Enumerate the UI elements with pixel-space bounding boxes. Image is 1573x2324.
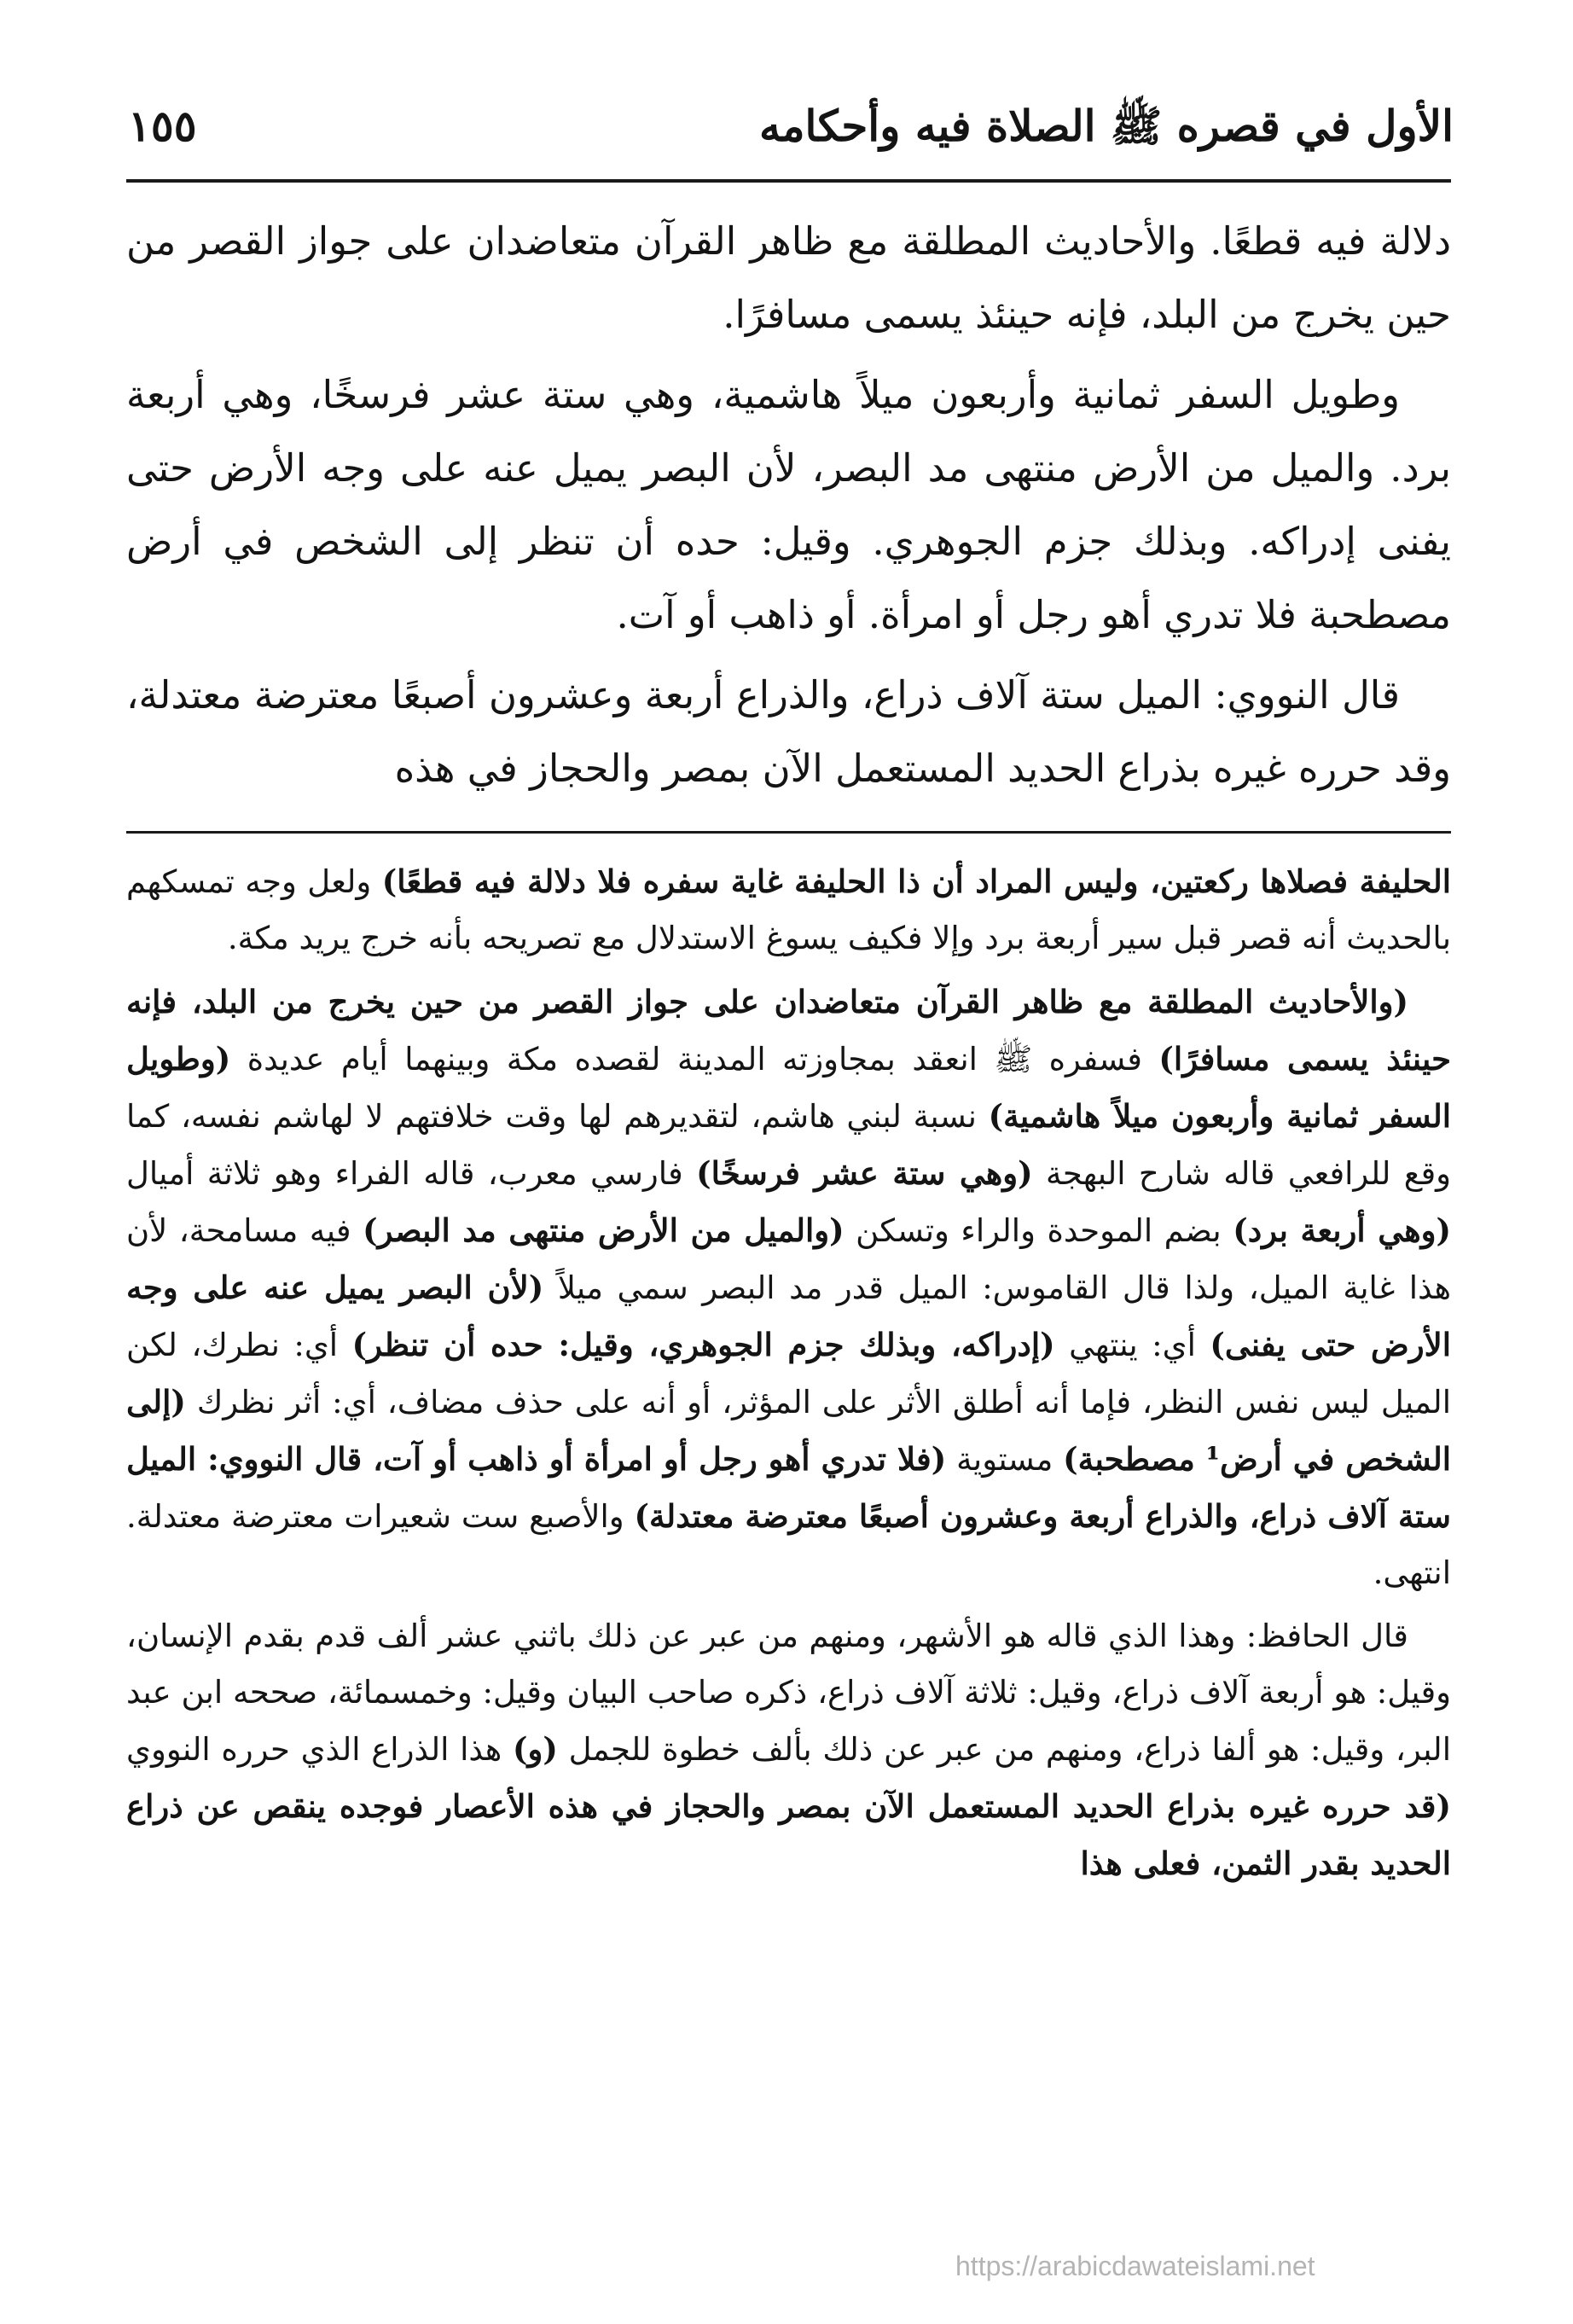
commentary-text: فسفره ﷺ انعقد بمجاوزته المدينة لقصده مكة وبينهما أيام عديدة [230, 1041, 1159, 1078]
matn-paragraph-3: قال النووي: الميل ستة آلاف ذراع، والذراع أربعة وعشرون أصبعًا معترضة معتدلة، وقد حرره غيره بذراع الحديد المستعمل الآن بمصر والحجاز في هذه [126, 672, 1451, 791]
matn-paragraph-1: دلالة فيه قطعًا. والأحاديث المطلقة مع ظاهر القرآن متعاضدان على جواز القصر من حين يخرج من البلد، فإنه حينئذ يسمى مسافرًا. [126, 218, 1451, 337]
quoted-matn: (و) [513, 1730, 558, 1768]
quoted-matn: الحليفة فصلاها ركعتين، وليس المراد أن ذا الحليفة غاية سفره فلا دلالة فيه قطعًا) [381, 863, 1451, 900]
quoted-matn: (والميل من الأرض منتهى مد البصر) [363, 1211, 845, 1249]
commentary-text: فارسي معرب، قاله الفراء وهو ثلاثة أميال [126, 1155, 697, 1192]
main-text [126, 205, 1451, 819]
source-watermark: https://arabicdawateislami.net [955, 2251, 1315, 2281]
matn-paragraph-2: وطويل السفر ثمانية وأربعون ميلاً هاشمية، وهي ستة عشر فرسخًا، وهي أربعة برد. والميل من الأرض منتهى مد البصر، لأن البصر يميل عنه على وجه الأرض حتى يفنى إدراكه. وبذلك جزم الجوهري. وقيل: حده أن تنظر إلى الشخص في أرض مصطحبة فلا تدري أهو رجل أو امرأة. أو ذاهب أو آت. [126, 372, 1451, 637]
commentary-text: أي: نطرك، لكن الميل ليس نفس النظر، فإما أنه أطلق الأثر على المؤثر، أو أنه على حذف مضاف، أي: أثر نظرك [126, 1327, 1451, 1421]
page-number: ١٥٥ [128, 101, 197, 151]
commentary-text: والأصبع ست شعيرات معترضة معتدلة. انتهى. [126, 1498, 1451, 1591]
commentary-divider [126, 831, 1451, 834]
commentary-text: هذا الذراع الذي حرره النووي [126, 1731, 513, 1768]
quoted-matn: (والأحاديث المطلقة مع ظاهر القرآن متعاضدان على جواز القصر من حين يخرج من البلد، فإنه حينئذ يسمى مسافرًا) [126, 983, 1451, 1078]
header-divider [126, 179, 1451, 183]
quoted-matn: (وطويل السفر ثمانية وأربعون ميلاً هاشمية) [126, 1040, 1451, 1135]
commentary [126, 853, 1451, 2240]
commentary-paragraph-2 [126, 973, 1451, 1601]
quoted-matn: (فلا تدري أهو رجل أو امرأة أو ذاهب أو آت، قال النووي: الميل ستة آلاف ذراع، والذراع أربعة وعشرون أصبعًا معترضة معتدلة) [126, 1440, 1451, 1535]
commentary-text: نسبة لبني هاشم، لتقديرهم لها وقت خلافتهم لا لهاشم نفسه، كما وقع للرافعي قاله شارح البهجة [126, 1098, 1451, 1192]
commentary-text: فيه مسامحة، لأن هذا غاية الميل، ولذا قال القاموس: الميل قدر مد البصر سمي ميلاً [126, 1212, 1451, 1306]
page-header [111, 101, 1454, 171]
commentary-text: بضم الموحدة والراء وتسكن [844, 1212, 1233, 1249]
quoted-matn: (إلى الشخص في أرض¹ مصطحبة) [126, 1383, 1451, 1478]
commentary-text: مستوية [946, 1441, 1064, 1478]
commentary-text: قال الحافظ: وهذا الذي قاله هو الأشهر، ومنهم من عبر عن ذلك باثني عشر ألف قدم بقدم الإنسان، وقيل: هو أربعة آلاف ذراع، وقيل: ثلاثة آلاف ذراع، ذكره صاحب البيان وقيل: وخمسمائة، صححه ابن عبد البر، وقيل: هو ألفا ذراع، ومنهم من عبر عن ذلك بألف خطوة للجمل [126, 1618, 1451, 1768]
commentary-text: ولعل وجه تمسكهم بالحديث أنه قصر قبل سير أربعة برد وإلا فكيف يسوغ الاستدلال مع تصريحه بأنه خرج يريد مكة. [126, 863, 1451, 956]
commentary-paragraph-3 [126, 1608, 1451, 1892]
quoted-matn: (لأن البصر يميل عنه على وجه الأرض حتى يفنى) [126, 1269, 1451, 1363]
quoted-matn: (وهي ستة عشر فرسخًا) [696, 1154, 1033, 1192]
running-title: الأول في قصره ﷺ الصلاة فيه وأحكامه [758, 101, 1454, 151]
quoted-matn: (قد حرره غيره بذراع الحديد المستعمل الآن بمصر والحجاز في هذه الأعصار فوجده ينقص عن ذراع الحديد بقدر الثمن، فعلى هذا [126, 1787, 1451, 1882]
quoted-matn: (وهي أربعة برد) [1233, 1211, 1451, 1249]
commentary-paragraph-1 [126, 853, 1451, 967]
quoted-matn: (إدراكه، وبذلك جزم الجوهري، وقيل: حده أن تنظر) [351, 1326, 1055, 1363]
commentary-text: أي: ينتهي [1054, 1327, 1210, 1363]
